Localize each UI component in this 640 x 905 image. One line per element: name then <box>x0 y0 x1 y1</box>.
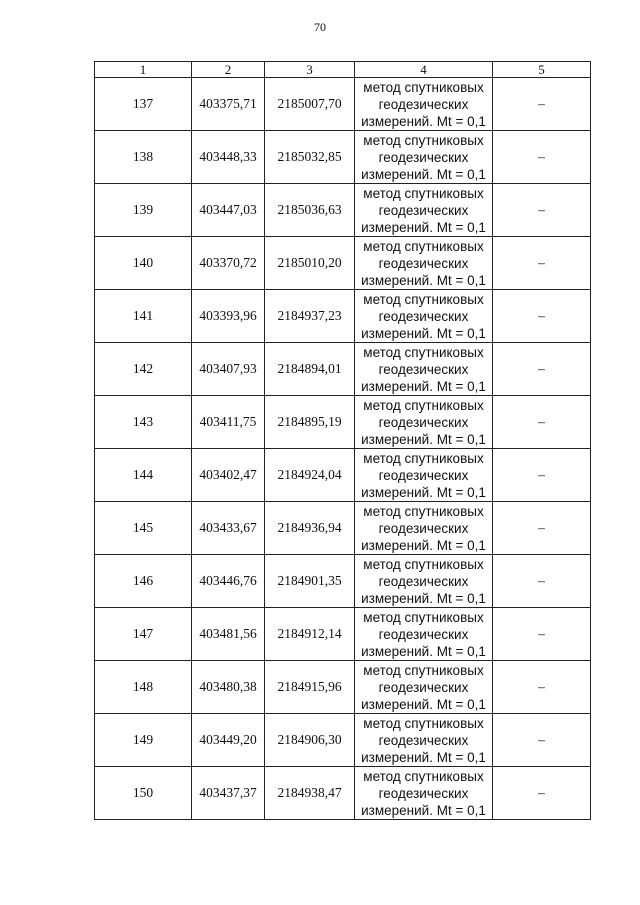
y-coordinate-cell: 2185036,63 <box>265 184 355 237</box>
method-cell <box>355 661 493 714</box>
y-coordinate-cell: 2185010,20 <box>265 237 355 290</box>
x-coordinate-cell: 403446,76 <box>192 555 265 608</box>
method-text-line: измерений. Mt = 0,1 <box>361 113 486 129</box>
method-text-line: геодезических <box>378 573 469 589</box>
point-number-cell: 137 <box>95 78 192 131</box>
method-text-line: геодезических <box>378 732 469 748</box>
y-coordinate-cell: 2184915,96 <box>265 661 355 714</box>
y-coordinate-cell: 2184924,04 <box>265 449 355 502</box>
method-text-line: метод спутниковых <box>363 662 484 678</box>
method-cell <box>355 131 493 184</box>
method-text-line: измерений. Mt = 0,1 <box>361 272 486 288</box>
y-coordinate-cell: 2184938,47 <box>265 767 355 820</box>
table-row <box>95 237 591 290</box>
table-row <box>95 767 591 820</box>
x-coordinate-cell: 403480,38 <box>192 661 265 714</box>
table-row <box>95 396 591 449</box>
point-number-cell: 149 <box>95 714 192 767</box>
x-coordinate-cell: 403411,75 <box>192 396 265 449</box>
table-row <box>95 343 591 396</box>
table-header-row <box>95 62 591 78</box>
note-cell: – <box>493 608 591 661</box>
coordinates-table <box>94 61 591 820</box>
point-number-cell: 146 <box>95 555 192 608</box>
method-text-line: метод спутниковых <box>363 238 484 254</box>
method-cell <box>355 608 493 661</box>
y-coordinate-cell: 2184936,94 <box>265 502 355 555</box>
method-text-line: измерений. Mt = 0,1 <box>361 537 486 553</box>
method-text-line: измерений. Mt = 0,1 <box>361 166 486 182</box>
method-text-line: измерений. Mt = 0,1 <box>361 643 486 659</box>
note-cell: – <box>493 396 591 449</box>
method-text-line: измерений. Mt = 0,1 <box>361 219 486 235</box>
method-text-line: геодезических <box>378 149 469 165</box>
method-text-line: геодезических <box>378 202 469 218</box>
method-text-line: метод спутниковых <box>363 768 484 784</box>
note-cell: – <box>493 343 591 396</box>
table-row <box>95 502 591 555</box>
page-number: 70 <box>314 20 326 34</box>
column-header-4: 4 <box>355 62 493 78</box>
method-text-line: геодезических <box>378 361 469 377</box>
table-row <box>95 290 591 343</box>
y-coordinate-cell: 2184895,19 <box>265 396 355 449</box>
x-coordinate-cell: 403402,47 <box>192 449 265 502</box>
note-cell: – <box>493 714 591 767</box>
x-coordinate-cell: 403370,72 <box>192 237 265 290</box>
method-text-line: измерений. Mt = 0,1 <box>361 802 486 818</box>
method-cell <box>355 237 493 290</box>
y-coordinate-cell: 2184894,01 <box>265 343 355 396</box>
point-number-cell: 141 <box>95 290 192 343</box>
method-text-line: измерений. Mt = 0,1 <box>361 431 486 447</box>
x-coordinate-cell: 403375,71 <box>192 78 265 131</box>
method-text-line: геодезических <box>378 255 469 271</box>
method-cell <box>355 343 493 396</box>
point-number-cell: 142 <box>95 343 192 396</box>
column-header-1: 1 <box>95 62 192 78</box>
y-coordinate-cell: 2185032,85 <box>265 131 355 184</box>
method-text-line: метод спутниковых <box>363 609 484 625</box>
note-cell: – <box>493 290 591 343</box>
point-number-cell: 144 <box>95 449 192 502</box>
method-text-line: метод спутниковых <box>363 503 484 519</box>
method-cell <box>355 502 493 555</box>
point-number-cell: 140 <box>95 237 192 290</box>
y-coordinate-cell: 2184906,30 <box>265 714 355 767</box>
note-cell: – <box>493 237 591 290</box>
method-text-line: геодезических <box>378 626 469 642</box>
x-coordinate-cell: 403433,67 <box>192 502 265 555</box>
x-coordinate-cell: 403407,93 <box>192 343 265 396</box>
table-row <box>95 78 591 131</box>
method-text-line: геодезических <box>378 308 469 324</box>
method-cell <box>355 290 493 343</box>
method-cell <box>355 555 493 608</box>
y-coordinate-cell: 2184912,14 <box>265 608 355 661</box>
note-cell: – <box>493 449 591 502</box>
method-text-line: геодезических <box>378 785 469 801</box>
method-cell <box>355 449 493 502</box>
method-text-line: метод спутниковых <box>363 715 484 731</box>
method-text-line: геодезических <box>378 679 469 695</box>
method-cell <box>355 714 493 767</box>
x-coordinate-cell: 403437,37 <box>192 767 265 820</box>
method-text-line: метод спутниковых <box>363 450 484 466</box>
y-coordinate-cell: 2184937,23 <box>265 290 355 343</box>
table-row <box>95 608 591 661</box>
method-cell <box>355 78 493 131</box>
method-cell <box>355 184 493 237</box>
table-row <box>95 555 591 608</box>
method-text-line: геодезических <box>378 520 469 536</box>
method-text-line: метод спутниковых <box>363 556 484 572</box>
method-text-line: метод спутниковых <box>363 132 484 148</box>
x-coordinate-cell: 403481,56 <box>192 608 265 661</box>
method-cell <box>355 396 493 449</box>
point-number-cell: 150 <box>95 767 192 820</box>
note-cell: – <box>493 767 591 820</box>
method-text-line: измерений. Mt = 0,1 <box>361 378 486 394</box>
x-coordinate-cell: 403393,96 <box>192 290 265 343</box>
point-number-cell: 139 <box>95 184 192 237</box>
method-cell <box>355 767 493 820</box>
method-text-line: геодезических <box>378 96 469 112</box>
method-text-line: измерений. Mt = 0,1 <box>361 325 486 341</box>
point-number-cell: 145 <box>95 502 192 555</box>
method-text-line: измерений. Mt = 0,1 <box>361 484 486 500</box>
note-cell: – <box>493 502 591 555</box>
x-coordinate-cell: 403447,03 <box>192 184 265 237</box>
method-text-line: измерений. Mt = 0,1 <box>361 696 486 712</box>
table-row <box>95 661 591 714</box>
method-text-line: метод спутниковых <box>363 291 484 307</box>
note-cell: – <box>493 78 591 131</box>
method-text-line: геодезических <box>378 467 469 483</box>
column-header-2: 2 <box>192 62 265 78</box>
method-text-line: метод спутниковых <box>363 79 484 95</box>
x-coordinate-cell: 403448,33 <box>192 131 265 184</box>
table-row <box>95 131 591 184</box>
method-text-line: метод спутниковых <box>363 185 484 201</box>
table-row <box>95 714 591 767</box>
table-row <box>95 449 591 502</box>
table-row <box>95 184 591 237</box>
column-header-5: 5 <box>493 62 591 78</box>
point-number-cell: 138 <box>95 131 192 184</box>
method-text-line: метод спутниковых <box>363 397 484 413</box>
method-text-line: геодезических <box>378 414 469 430</box>
note-cell: – <box>493 184 591 237</box>
method-text-line: метод спутниковых <box>363 344 484 360</box>
point-number-cell: 147 <box>95 608 192 661</box>
y-coordinate-cell: 2185007,70 <box>265 78 355 131</box>
column-header-3: 3 <box>265 62 355 78</box>
note-cell: – <box>493 131 591 184</box>
note-cell: – <box>493 555 591 608</box>
y-coordinate-cell: 2184901,35 <box>265 555 355 608</box>
method-text-line: измерений. Mt = 0,1 <box>361 590 486 606</box>
point-number-cell: 148 <box>95 661 192 714</box>
method-text-line: измерений. Mt = 0,1 <box>361 749 486 765</box>
note-cell: – <box>493 661 591 714</box>
table-body <box>95 78 591 820</box>
point-number-cell: 143 <box>95 396 192 449</box>
x-coordinate-cell: 403449,20 <box>192 714 265 767</box>
